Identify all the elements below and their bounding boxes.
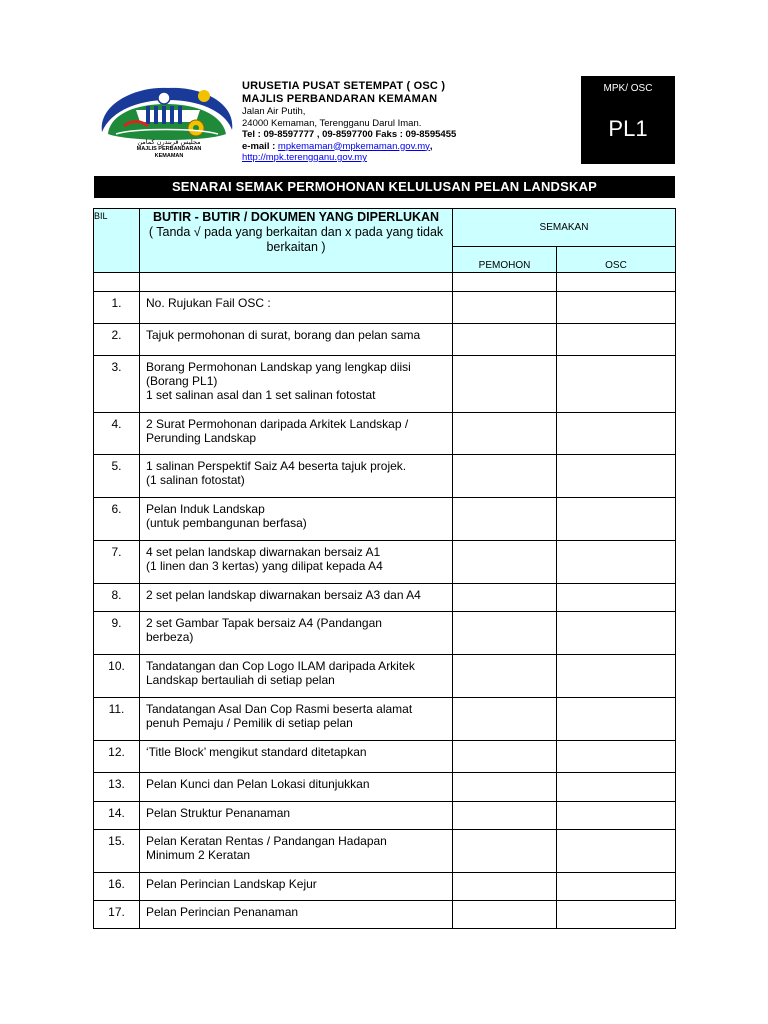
row-number: 6. [94,498,140,541]
row-item-line: Borang Permohonan Landskap yang lengkap diisi [146,360,411,374]
table-row [94,498,676,541]
row-item-line: berbeza) [146,630,194,644]
row-item-line: 4 set pelan landskap diwarnakan bersaiz A1 [146,545,381,559]
pemohon-check-cell[interactable] [453,612,557,655]
phone-fax-line: Tel : 09-8597777 , 09-8597700 Faks : 09-8595455 [242,129,457,140]
pemohon-check-cell[interactable] [453,292,557,324]
table-row [94,901,676,929]
pemohon-check-cell[interactable] [453,541,557,584]
table-row [94,802,676,830]
osc-check-cell[interactable] [557,655,676,698]
table-row [94,873,676,901]
pemohon-check-cell[interactable] [453,773,557,802]
form-code-box [581,76,675,164]
row-item-line: (untuk pembangunan berfasa) [146,516,307,530]
table-row [94,830,676,873]
address-line-2: 24000 Kemaman, Terengganu Darul Iman. [242,117,422,129]
osc-check-cell[interactable] [557,584,676,612]
row-number: 14. [94,802,140,830]
email-line [242,141,572,153]
pemohon-check-cell[interactable] [453,413,557,455]
osc-check-cell[interactable] [557,498,676,541]
row-number: 9. [94,612,140,655]
row-number: 3. [94,356,140,413]
pemohon-check-cell[interactable] [453,655,557,698]
document-title: SENARAI SEMAK PERMOHONAN KELULUSAN PELAN LANDSKAP [94,176,675,198]
row-item [140,356,453,413]
row-item-line: 1 salinan Perspektif Saiz A4 beserta tajuk projek. [146,459,407,473]
table-row [94,698,676,741]
row-item-line: (1 salinan fotostat) [146,473,245,487]
row-item [140,324,453,356]
row-item-line: 1 set salinan asal dan 1 set salinan fotostat [146,388,376,402]
column-header-osc: OSC [557,247,676,273]
row-item-line: Pelan Struktur Penanaman [146,806,291,820]
row-item [140,773,453,802]
row-item-line: Pelan Keratan Rentas / Pandangan Hadapan [146,834,387,848]
row-item [140,698,453,741]
osc-check-cell[interactable] [557,901,676,929]
table-row [94,324,676,356]
column-header-butir [140,209,453,273]
checklist-table [93,208,676,929]
column-header-butir-title: BUTIR - BUTIR / DOKUMEN YANG DIPERLUKAN [152,210,440,224]
row-item-line: 2 set Gambar Tapak bersaiz A4 (Pandangan [146,616,382,630]
row-number: 10. [94,655,140,698]
form-reference: MPK/ OSC [603,83,653,94]
osc-check-cell[interactable] [557,292,676,324]
table-row [94,584,676,612]
pemohon-check-cell[interactable] [453,356,557,413]
row-item-line: Landskap bertauliah di setiap pelan [146,673,335,687]
table-row [94,455,676,498]
osc-check-cell[interactable] [557,541,676,584]
row-number: 2. [94,324,140,356]
form-code: PL1 [608,116,648,141]
row-number: 13. [94,773,140,802]
pemohon-check-cell[interactable] [453,698,557,741]
osc-check-cell[interactable] [557,773,676,802]
council-logo [96,82,238,162]
column-header-semakan: SEMAKAN [453,209,676,247]
row-item [140,741,453,773]
website-link[interactable]: http://mpk.terengganu.gov.my [242,152,367,163]
table-row [94,292,676,324]
email-link[interactable]: mpkemaman@mpkemaman.gov.my [277,140,430,152]
row-item-line: Perunding Landskap [146,431,257,445]
row-item [140,292,453,324]
row-item-line: ‘Title Block’ mengikut standard ditetapkan [146,745,367,759]
logo-caption: MAJLIS PERBANDARAN KEMAMAN [136,146,202,159]
row-number: 8. [94,584,140,612]
table-row [94,773,676,802]
row-item [140,901,453,929]
table-row [94,741,676,773]
table-row [94,356,676,413]
pemohon-check-cell[interactable] [453,455,557,498]
row-item [140,802,453,830]
row-item-line: No. Rujukan Fail OSC : [146,296,271,310]
row-item [140,413,453,455]
row-number: 16. [94,873,140,901]
row-item-line: Pelan Perincian Penanaman [146,905,299,919]
row-item [140,873,453,901]
row-item-line: penuh Pemaju / Pemilik di setiap pelan [146,716,353,730]
row-number: 15. [94,830,140,873]
osc-check-cell[interactable] [557,324,676,356]
column-header-butir-instruction: ( Tanda √ pada yang berkaitan dan x pada yang tidak berkaitan ) [148,225,444,254]
osc-check-cell[interactable] [557,455,676,498]
row-item-line: (1 linen dan 3 kertas) yang dilipat kepada A4 [146,559,383,573]
pemohon-check-cell[interactable] [453,802,557,830]
spacer-row [94,273,676,292]
row-item [140,541,453,584]
row-item-line: (Borang PL1) [146,374,218,388]
row-item [140,655,453,698]
osc-check-cell[interactable] [557,802,676,830]
row-number: 12. [94,741,140,773]
row-item [140,612,453,655]
email-label: e-mail : [242,140,278,152]
osc-check-cell[interactable] [557,698,676,741]
pemohon-check-cell[interactable] [453,498,557,541]
row-number: 7. [94,541,140,584]
logo-jawi-text: مجليس ڤربندرن كمامن [137,138,201,146]
address-line-1: Jalan Air Putih, [242,106,306,117]
pemohon-check-cell[interactable] [453,830,557,873]
row-number: 11. [94,698,140,741]
column-header-pemohon: PEMOHON [453,247,557,273]
row-item-line: Tandatangan Asal Dan Cop Rasmi beserta alamat [146,702,413,716]
osc-check-cell[interactable] [557,873,676,901]
column-header-bil: BIL [94,209,140,273]
row-item-line: Tandatangan dan Cop Logo ILAM daripada Arkitek [146,659,415,673]
pemohon-check-cell[interactable] [453,741,557,773]
row-number: 5. [94,455,140,498]
organization-header [242,80,572,164]
row-item-line: Pelan Kunci dan Pelan Lokasi ditunjukkan [146,777,370,791]
table-row [94,541,676,584]
row-item-line: 2 set pelan landskap diwarnakan bersaiz A3 dan A4 [146,588,421,602]
osc-check-cell[interactable] [557,612,676,655]
row-number: 17. [94,901,140,929]
table-row [94,612,676,655]
council-name: MAJLIS PERBANDARAN KEMAMAN [242,93,438,105]
row-item-line: Pelan Induk Landskap [146,502,265,516]
row-number: 1. [94,292,140,324]
osc-check-cell[interactable] [557,830,676,873]
pemohon-check-cell[interactable] [453,901,557,929]
pemohon-check-cell[interactable] [453,584,557,612]
email-suffix: , [429,140,433,152]
row-item [140,830,453,873]
table-row [94,655,676,698]
row-item-line: Pelan Perincian Landskap Kejur [146,877,317,891]
osc-check-cell[interactable] [557,413,676,455]
row-item [140,584,453,612]
pemohon-check-cell[interactable] [453,873,557,901]
row-item-line: Minimum 2 Keratan [146,848,251,862]
row-item [140,498,453,541]
row-item-line: 2 Surat Permohonan daripada Arkitek Landskap / [146,417,409,431]
pemohon-check-cell[interactable] [453,324,557,356]
table-row [94,413,676,455]
row-number: 4. [94,413,140,455]
osc-check-cell[interactable] [557,356,676,413]
row-item-line: Tajuk permohonan di surat, borang dan pelan sama [146,328,421,342]
row-item [140,455,453,498]
osc-name: URUSETIA PUSAT SETEMPAT ( OSC ) [242,80,446,92]
osc-check-cell[interactable] [557,741,676,773]
